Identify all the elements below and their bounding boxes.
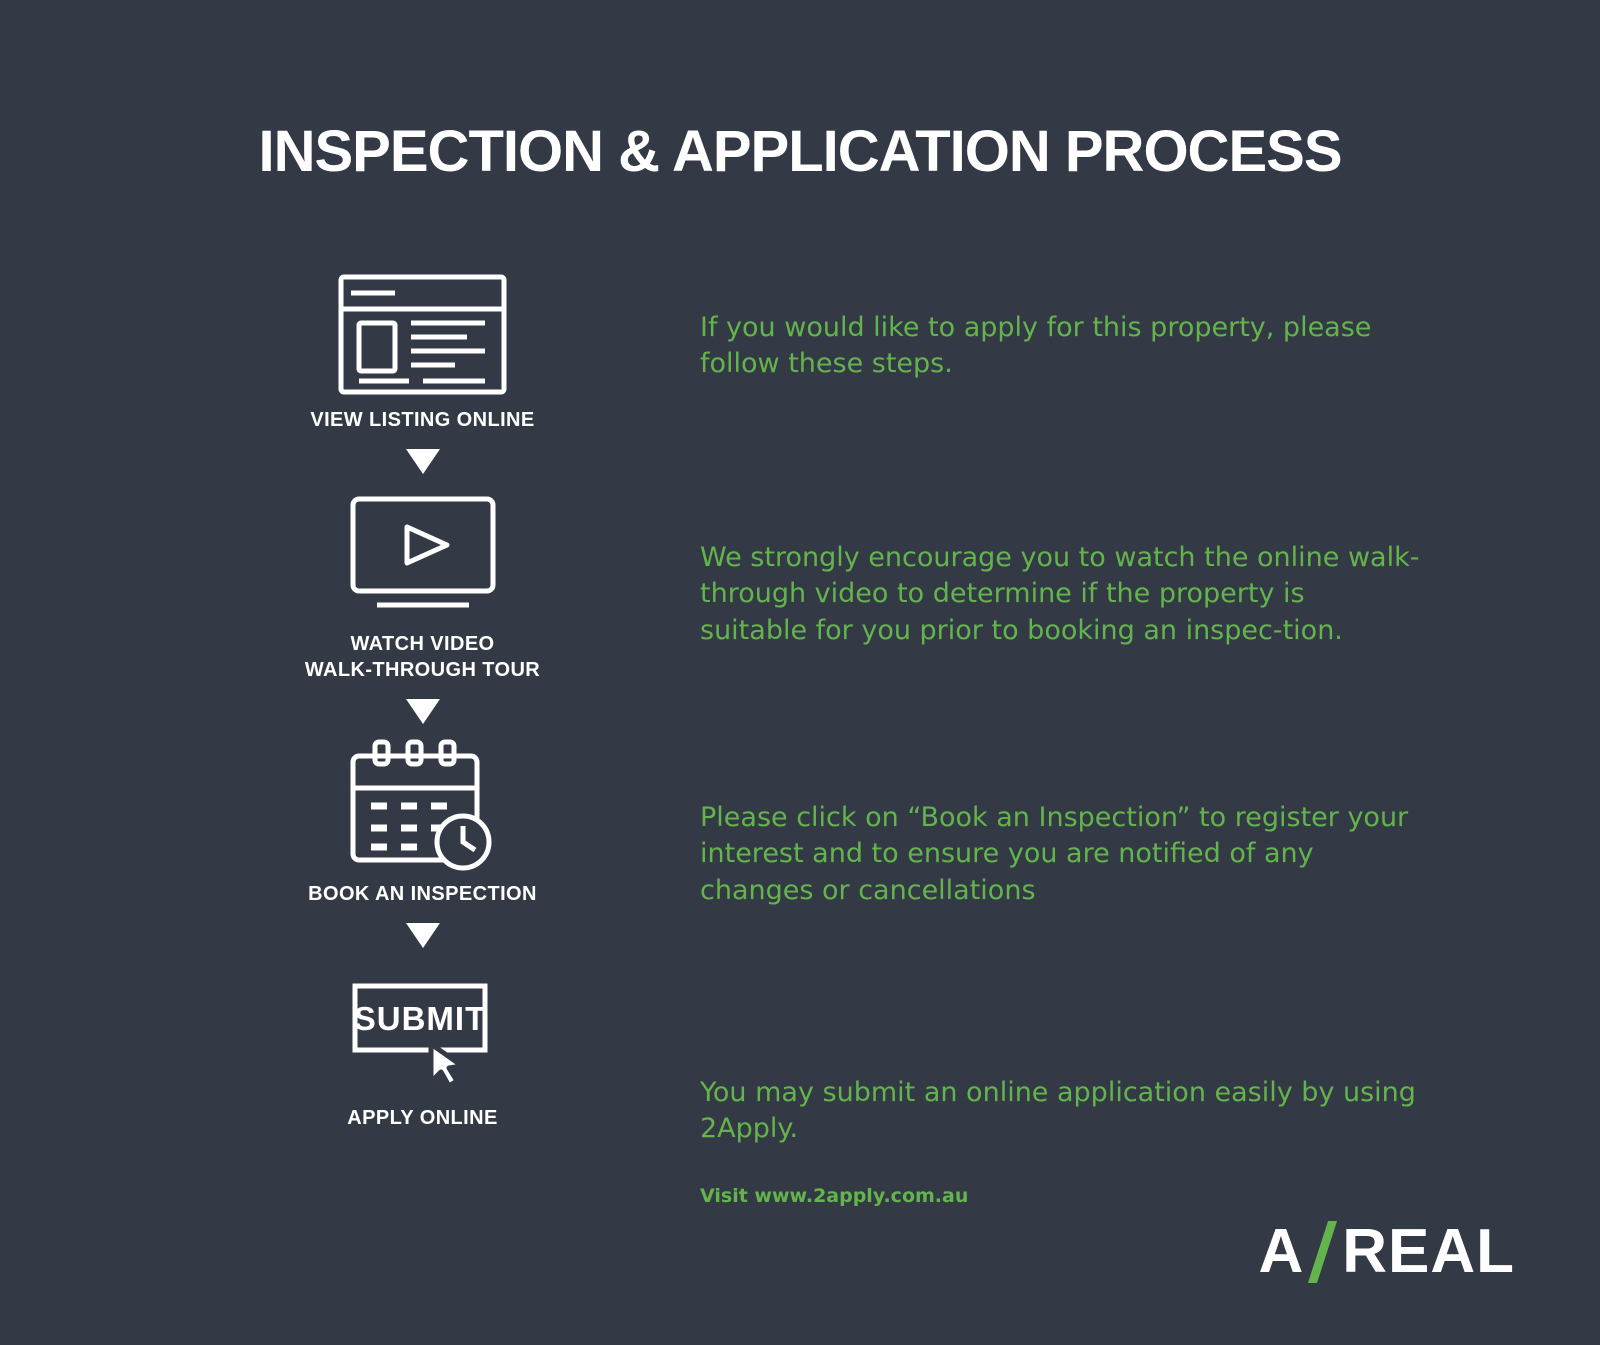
calendar-clock-icon <box>240 739 605 869</box>
flow-arrow-2 <box>240 683 605 739</box>
step-label-apply-online: APPLY ONLINE <box>347 1107 498 1129</box>
browser-listing-icon <box>240 265 605 395</box>
submit-button-cursor-icon <box>240 963 605 1093</box>
description-apply-online: You may submit an online application easily by using 2Apply. <box>700 1077 1416 1145</box>
description-book-inspection: Please click on “Book an Inspection” to register your interest and to ensure you are notified of any changes or cancellations <box>700 802 1409 906</box>
step-book-inspection <box>240 739 605 907</box>
logo-letter-a: A <box>1258 1217 1305 1286</box>
flow-arrow-1 <box>240 433 605 489</box>
down-triangle-arrow-icon <box>406 923 440 948</box>
process-flow <box>240 265 605 1131</box>
logo-slash-icon <box>1306 1221 1340 1283</box>
brand-logo <box>1258 1216 1515 1287</box>
step-watch-video <box>240 489 605 683</box>
step-label-watch-video <box>240 631 605 683</box>
flow-arrow-3 <box>240 907 605 963</box>
visit-link[interactable]: Visit www.2apply.com.au <box>700 1185 969 1207</box>
step-label-book-inspection: BOOK AN INSPECTION <box>308 883 537 905</box>
step-label-view-listing: VIEW LISTING ONLINE <box>310 409 535 431</box>
step-label-line1: WATCH VIDEO <box>350 633 495 655</box>
description-watch-video: We strongly encourage you to watch the online walk-through video to determine if the property is suitable for you prior to booking an inspec-tion. <box>700 542 1420 646</box>
page-title: INSPECTION & APPLICATION PROCESS <box>258 119 1342 184</box>
video-play-icon <box>240 489 605 619</box>
step-apply-online <box>240 963 605 1131</box>
step-label-line2: WALK-THROUGH TOUR <box>304 659 541 681</box>
down-triangle-arrow-icon <box>406 699 440 724</box>
down-triangle-arrow-icon <box>406 449 440 474</box>
svg-text:SUBMIT: SUBMIT <box>353 1000 487 1037</box>
step-view-listing-online <box>240 265 605 433</box>
logo-word-real: REAL <box>1342 1217 1515 1286</box>
description-view-listing: If you would like to apply for this property, please follow these steps. <box>700 312 1372 380</box>
